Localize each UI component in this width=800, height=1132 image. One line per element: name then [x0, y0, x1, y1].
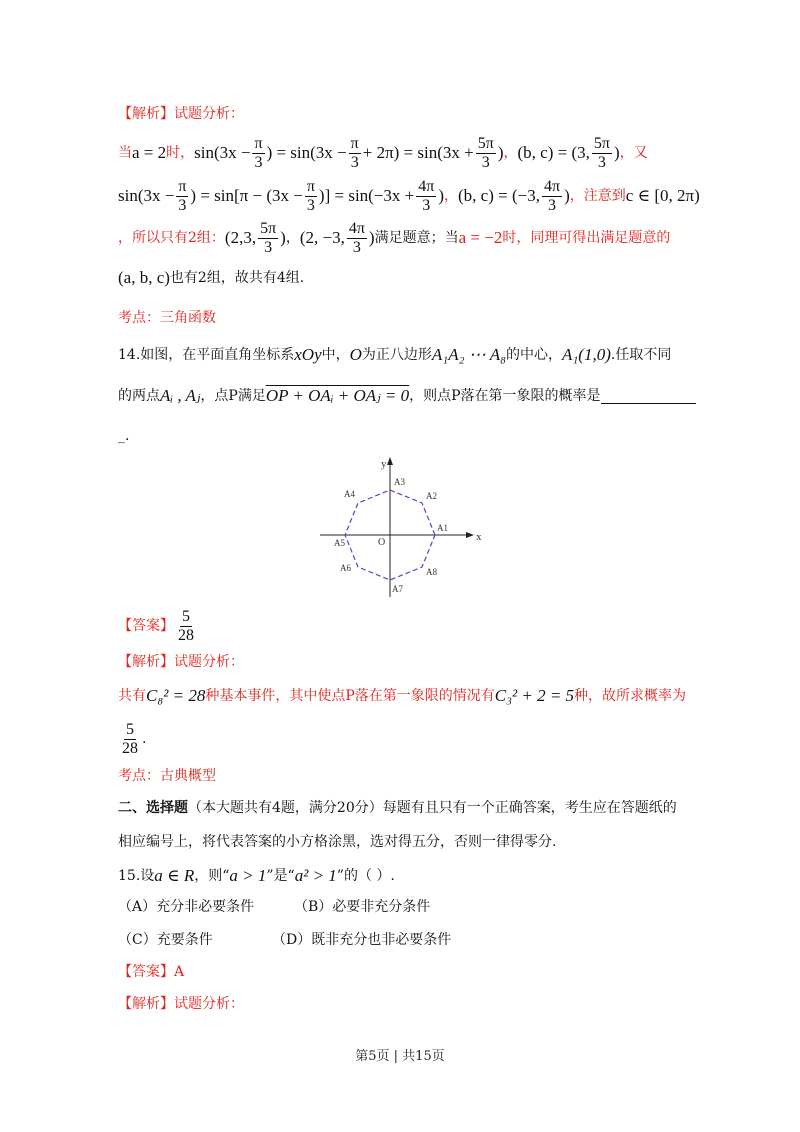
text: ，	[285, 230, 300, 246]
fraction: $\frac{5\pi}{3}$	[260, 219, 277, 256]
y-label: y	[381, 458, 387, 470]
vertex-label-a8: A8	[426, 567, 437, 577]
vertex-label-a6: A6	[340, 563, 351, 573]
octagon-figure	[318, 455, 488, 605]
analysis-label: 【解析】试题分析：	[118, 106, 244, 122]
math: O	[349, 345, 362, 364]
text: ，所以只有2组：	[118, 230, 225, 246]
question-14-line-1	[118, 345, 671, 365]
math: )	[564, 186, 570, 205]
math: a² > 1	[294, 866, 337, 885]
fraction: $\frac{4\pi}{3}$	[543, 177, 561, 214]
x-label: x	[476, 531, 482, 543]
math: (b, c) = (−3,	[458, 186, 540, 205]
fraction: $\frac{5\pi}{3}$	[593, 134, 610, 171]
fraction: $\frac{\pi}{3}$	[350, 134, 359, 171]
solution-line-2	[118, 178, 700, 214]
text: ，则点P落在第一象限的概率是	[409, 388, 601, 404]
math: )	[368, 228, 375, 247]
text: 为正八边形	[361, 347, 432, 363]
vertex-label-a7: A7	[392, 584, 403, 594]
vertex-label-a3: A3	[394, 477, 405, 487]
section-title: 二、选择题	[118, 800, 188, 816]
text: 15.设	[118, 868, 155, 884]
text: 种基本事件，其中使点P落在第一象限的情况有	[205, 688, 495, 704]
math: Aᵢ , Aⱼ	[160, 386, 201, 405]
math: a ∈ R	[154, 866, 195, 885]
answer-14	[118, 608, 198, 644]
text: 的中心，	[506, 347, 562, 363]
text: ，点P满足	[200, 388, 266, 404]
section-2-line-1	[118, 798, 677, 818]
math: )	[438, 186, 445, 205]
math: xOy	[294, 345, 322, 364]
solution-line-3	[118, 220, 670, 256]
fraction: $\frac{5\pi}{3}$	[477, 134, 494, 171]
solution-line-1	[118, 135, 648, 171]
math: + 2π) = sin(3x +	[362, 143, 474, 162]
math: )	[497, 143, 504, 162]
text: .任取不同	[610, 347, 672, 363]
math: A₁(1,0)	[562, 345, 611, 364]
answer-15	[118, 962, 184, 982]
analysis-label-14: 【解析】试题分析：	[118, 654, 244, 670]
question-15	[118, 866, 395, 886]
math: C₈² = 28	[146, 686, 206, 705]
text: 中，	[321, 347, 350, 363]
text: ”是“	[266, 868, 295, 884]
math: sin(3x −	[118, 186, 175, 205]
text: 当	[118, 145, 132, 161]
solution-line-4	[118, 268, 304, 288]
answer-label: 【答案】	[118, 618, 174, 634]
math: )] = sin(−3x +	[318, 186, 415, 205]
blank-tail: _.	[118, 428, 130, 444]
option-a: （A）充分非必要条件	[118, 899, 255, 915]
x-axis-arrow	[466, 532, 474, 538]
math: )	[280, 228, 286, 247]
math: (2, −3,	[299, 228, 345, 247]
text: 满足题意；当	[374, 230, 459, 246]
text: 也有2组，故共有4组.	[169, 270, 305, 286]
y-axis-arrow	[387, 457, 393, 465]
page-footer: 第5页 | 共15页	[355, 1049, 445, 1064]
option-d: （D）既非充分也非必要条件	[272, 932, 452, 948]
vertex-label-a1: A1	[437, 523, 448, 533]
text: ，则“	[194, 868, 230, 884]
text: ，	[444, 188, 459, 204]
fraction: $\frac{5}{28}$	[122, 720, 138, 757]
fraction: $\frac{4\pi}{3}$	[348, 219, 365, 256]
analysis-14-line-2	[118, 720, 146, 758]
math: a = 2	[132, 143, 167, 162]
math: a > 1	[229, 866, 267, 885]
answer-value: A	[174, 964, 185, 980]
analysis-14-line-1	[118, 686, 686, 706]
text: 种，故所求概率为	[574, 688, 687, 704]
fraction: $\frac{5}{28}$	[178, 607, 194, 644]
vertex-label-a2: A2	[426, 491, 437, 501]
text: 的两点	[118, 388, 160, 404]
math: c ∈ [0, 2π)	[625, 186, 700, 205]
text: 时，	[166, 145, 195, 161]
text: 共有	[118, 688, 146, 704]
answer-label: 【答案】	[118, 964, 174, 980]
fraction: $\frac{\pi}{3}$	[254, 134, 263, 171]
knowledge-point-14: 考点：古典概型	[118, 768, 216, 784]
fraction: $\frac{\pi}{3}$	[178, 177, 187, 214]
text: 14.如图，在平面直角坐标系	[118, 347, 295, 363]
math: a = −2	[458, 228, 503, 247]
fraction: $\frac{4\pi}{3}$	[418, 177, 435, 214]
math: (a, b, c)	[118, 268, 170, 287]
text: ，注意到	[569, 188, 626, 204]
option-c: （C）充要条件	[118, 932, 213, 948]
question-14-line-2	[118, 386, 696, 406]
vertex-label-a5: A5	[334, 538, 345, 548]
math: ) = sin[π − (3x −	[190, 186, 303, 205]
section-2-line-2: 相应编号上，将代表答案的小方格涂黑，选对得五分，否则一律得零分.	[118, 834, 557, 850]
analysis-label-15: 【解析】试题分析：	[118, 996, 244, 1012]
origin-label: O	[378, 537, 386, 548]
text: ，	[503, 145, 518, 161]
math: )	[613, 143, 620, 162]
vector-equation: OP + OAᵢ + OAⱼ = 0	[265, 386, 410, 405]
math: sin(3x −	[194, 143, 251, 162]
math: C₃² + 2 = 5	[494, 686, 575, 705]
text: .	[142, 731, 147, 747]
vertex-label-a4: A4	[344, 489, 355, 499]
text: ”的（ ）.	[336, 868, 395, 884]
math: (2,3,	[224, 228, 257, 247]
text: ，又	[619, 145, 648, 161]
math: A₁A₂ ⋯ A₈	[431, 345, 506, 364]
math: ) = sin(3x −	[266, 143, 347, 162]
text: （本大题共有4题，满分20分）每题有且只有一个正确答案，考生应在答题纸的	[188, 800, 677, 816]
answer-blank	[601, 389, 696, 404]
option-b: （B）必要非充分条件	[294, 899, 431, 915]
knowledge-point: 考点：三角函数	[118, 310, 216, 326]
math: (b, c) = (3,	[517, 143, 590, 162]
text: 时，同理可得出满足题意的	[502, 230, 671, 246]
fraction: $\frac{\pi}{3}$	[306, 177, 315, 214]
